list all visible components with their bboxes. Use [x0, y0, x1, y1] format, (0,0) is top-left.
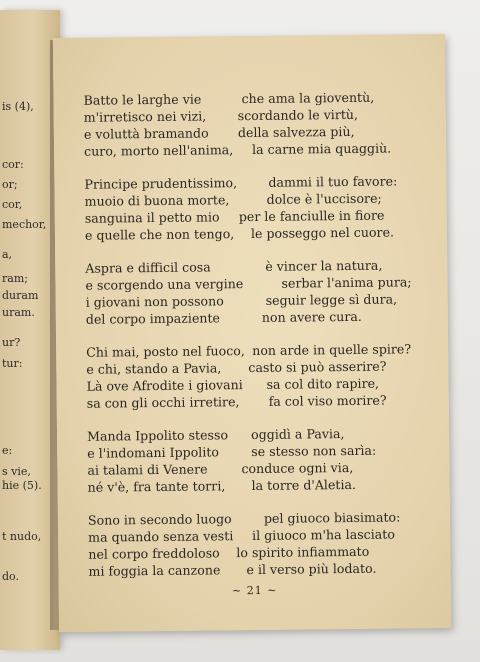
verse-first-half: del corpo impaziente: [85, 310, 221, 327]
stanza: [86, 340, 437, 412]
verse-second-half: conduce ogni via,: [241, 459, 354, 477]
verse-second-half: oggidì a Pavia,: [250, 426, 345, 443]
verse-line: [88, 559, 438, 580]
verse-first-half: curo, morto nell'anima,: [84, 142, 234, 159]
verse-line: [88, 475, 438, 496]
left-page-fragment: mechor,: [2, 218, 47, 231]
verse-first-half: Sono in secondo luogo: [87, 511, 232, 528]
left-page-fragment: uram.: [2, 306, 35, 319]
left-page-fragment: is (4),: [2, 100, 34, 113]
stanza: [83, 88, 434, 160]
verse-first-half: ai talami di Venere: [87, 461, 208, 478]
verse-second-half: il giuoco m'ha lasciato: [252, 526, 395, 544]
left-page-fragment: hie (5).: [2, 479, 42, 492]
verse-second-half: della salvezza più,: [237, 123, 355, 141]
verse-second-half: scordando le virtù,: [237, 106, 359, 124]
verse-first-half: mi foggia la canzone: [88, 562, 221, 579]
left-page-fragment: tur:: [2, 357, 23, 370]
verse-first-half: m'irretisco nei vizi,: [83, 108, 207, 125]
verse-second-half: per le fanciulle in fiore: [238, 207, 385, 225]
verse-second-half: dolce è l'uccisore;: [266, 190, 382, 207]
verse-first-half: Là ove Afrodite i giovani: [86, 377, 243, 394]
verse-first-half: Batto le larghe vie: [83, 91, 202, 108]
page-number: ~ 21 ~: [231, 583, 278, 598]
verse-first-half: Chi mai, posto nel fuoco,: [86, 343, 245, 360]
verse-first-half: sanguina il petto mio: [84, 209, 220, 226]
verse-first-half: sa con gli occhi irretire,: [86, 394, 240, 411]
verse-first-half: e chi, stando a Pavia,: [86, 360, 222, 377]
stanza: [87, 424, 438, 496]
verse-line: [86, 307, 436, 328]
verse-second-half: casto si può asserire?: [248, 358, 387, 376]
verse-second-half: la torre d'Aletia.: [251, 476, 357, 494]
verse-line: [85, 223, 435, 244]
verse-first-half: Principe prudentissimo,: [84, 175, 238, 192]
verse-line: [87, 391, 437, 412]
verse-first-half: e l'indomani Ippolito: [87, 444, 220, 461]
verse-second-half: che ama la gioventù,: [241, 89, 375, 107]
left-page-fragment: do.: [2, 570, 19, 583]
poem: [83, 88, 438, 596]
stanza: [84, 172, 435, 244]
verse-first-half: e scorgendo una vergine: [85, 276, 244, 293]
verse-second-half: se stesso non sarìa:: [251, 442, 377, 460]
verse-first-half: né v'è, fra tante torri,: [87, 478, 226, 495]
verse-second-half: sa col dito rapire,: [266, 375, 380, 392]
verse-second-half: la carne mia quaggiù.: [251, 140, 392, 157]
book-page: [53, 34, 451, 632]
left-page-fragment: t nudo,: [2, 530, 42, 543]
verse-line: [84, 139, 434, 160]
left-page-fragment: or;: [2, 178, 18, 191]
left-page-fragment: cor:: [2, 158, 24, 171]
left-page-fragment: ur?: [2, 336, 21, 349]
verse-first-half: e voluttà bramando: [83, 125, 209, 142]
verse-first-half: i giovani non possono: [85, 293, 224, 310]
left-page-fragment: a,: [2, 248, 13, 261]
verse-second-half: non arde in quelle spire?: [252, 341, 412, 358]
left-page-fragment: duram: [2, 289, 39, 302]
left-page-fragment: s vie,: [2, 465, 31, 478]
verse-second-half: lo spirito infiammato: [236, 543, 370, 561]
verse-second-half: dammi il tuo favore:: [268, 173, 398, 190]
verse-second-half: le posseggo nel cuore.: [250, 224, 395, 242]
stanza: [85, 256, 436, 328]
verse-second-half: pel giuoco biasimato:: [263, 509, 401, 526]
verse-first-half: Aspra e difficil cosa: [85, 259, 211, 276]
verse-second-half: e il verso più lodato.: [246, 560, 377, 578]
verse-first-half: Manda Ippolito stesso: [86, 427, 229, 444]
stanza: [88, 508, 439, 580]
verse-second-half: seguir legge sì dura,: [265, 291, 398, 308]
verse-second-half: fa col viso morire?: [268, 392, 387, 409]
verse-second-half: non avere cura.: [261, 308, 362, 325]
verse-first-half: ma quando senza vesti: [88, 528, 234, 545]
left-page-fragment: cor,: [2, 198, 23, 211]
verse-first-half: muoio di buona morte,: [84, 192, 230, 209]
verse-first-half: e quelle che non tengo,: [84, 226, 235, 243]
left-page-fragment: ram;: [2, 272, 28, 285]
left-page-fragment: e:: [2, 444, 13, 457]
verse-second-half: serbar l'anima pura;: [281, 274, 412, 291]
verse-first-half: nel corpo freddoloso: [88, 545, 220, 562]
verse-second-half: è vincer la natura,: [265, 257, 383, 274]
